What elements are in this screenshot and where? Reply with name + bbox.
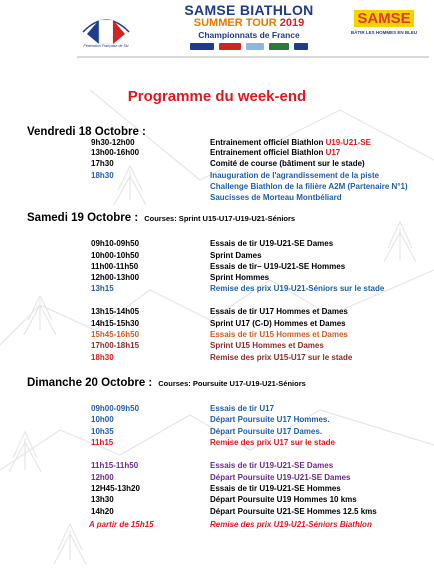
event-subtitle [159, 17, 339, 29]
saturday-activity: Sprint U17 (C-D) Hommes et Dames [210, 319, 346, 328]
saturday-time: 15h45-16h50 [91, 330, 140, 339]
category-suffix: U19-U21-SE [325, 138, 371, 147]
sunday-activity: Essais de tir U19-U21-SE Dames [210, 461, 334, 470]
header-banner [77, 0, 429, 58]
sunday-time: A partir de 15h15 [89, 520, 154, 529]
saturday-activity: Essais de tir U15 Hommes et Dames [210, 330, 348, 339]
championship-title: Championnats de France [198, 30, 300, 40]
saturday-activity: Remise des prix U15-U17 sur le stade [210, 353, 353, 362]
sunday-activity: Remise des prix U19-U21-Séniors Biathlon [210, 520, 372, 529]
friday-activity: Saucisses de Morteau Montbéliard [210, 193, 342, 202]
saturday-courses: Courses: Sprint U15-U17-U19-U21-Séniors [144, 214, 296, 223]
sunday-activity: Essais de tir U19-U21-SE Hommes [210, 484, 341, 493]
saturday-time: 17h00-18h15 [91, 341, 140, 350]
friday-activity [210, 138, 371, 148]
federation-logo [79, 4, 133, 52]
sunday-activity: Essais de tir U17 [210, 404, 275, 413]
sponsor-logo [269, 43, 289, 50]
activity-text: Entrainement officiel Biathlon [210, 148, 326, 157]
event-year: 2019 [279, 17, 305, 29]
sunday-time: 11h15-11h50 [91, 461, 139, 470]
friday-activity [210, 148, 340, 158]
federation-label: Fédération Française de Ski [83, 44, 129, 48]
friday-time: 17h30 [91, 159, 114, 168]
saturday-activity: Essais de tir U17 Hommes et Dames [210, 307, 348, 316]
saturday-activity: Sprint Hommes [210, 273, 270, 282]
sunday-activity: Départ Poursuite U17 Dames. [210, 427, 323, 436]
friday-activity: Inauguration de l'agrandissement de la piste [210, 171, 380, 180]
saturday-time: 18h30 [91, 353, 114, 362]
saturday-time: 10h00-10h50 [91, 251, 140, 260]
sunday-heading [27, 377, 306, 389]
sunday-activity: Départ Poursuite U19 Hommes 10 kms [210, 495, 357, 504]
activity-text: Entrainement officiel Biathlon [210, 138, 326, 147]
sunday-time: 12h00 [91, 473, 114, 482]
friday-activity: Challenge Biathlon de la filière A2M (Partenaire N°1) [210, 182, 408, 191]
saturday-time: 13h15-14h05 [91, 307, 140, 316]
saturday-time: 14h15-15h30 [91, 319, 140, 328]
saturday-time: 09h10-09h50 [91, 239, 140, 248]
saturday-activity: Remise des prix U19-U21-Séniors sur le stade [210, 284, 385, 293]
sunday-courses: Courses: Poursuite U17-U19-U21-Séniors [158, 379, 306, 388]
sunday-title: Dimanche 20 Octobre : [27, 377, 153, 389]
sponsor-logo [190, 43, 214, 50]
friday-time: 18h30 [91, 171, 114, 180]
sunday-activity: Départ Poursuite U19-U21-SE Dames [210, 473, 351, 482]
sunday-time: 09h00-09h50 [91, 404, 140, 413]
sponsor-logo [294, 43, 308, 50]
samse-tagline: BÂTIR LES HOMMES EN BLEU [350, 30, 418, 35]
saturday-title: Samedi 19 Octobre : [27, 212, 139, 224]
sponsor-logo [246, 43, 264, 50]
sunday-activity: Départ Poursuite U17 Hommes. [210, 415, 330, 424]
saturday-time: 12h00-13h00 [91, 273, 140, 282]
event-title: SAMSE BIATHLON [184, 2, 314, 18]
saturday-time: 11h00-11h50 [91, 262, 139, 271]
program-title: Programme du week-end [127, 88, 307, 105]
friday-time: 13h00-16h00 [91, 148, 140, 157]
saturday-activity: Sprint U15 Hommes et Dames [210, 341, 324, 350]
sunday-time: 11h15 [91, 438, 114, 447]
sunday-time: 10h35 [91, 427, 114, 436]
saturday-heading [27, 212, 295, 224]
sunday-activity: Départ Poursuite U21-SE Hommes 12.5 kms [210, 507, 377, 516]
friday-activity: Comité de course (bâtiment sur le stade) [210, 159, 365, 168]
sunday-time: 12H45-13h20 [91, 484, 140, 493]
saturday-activity: Essais de tir U19-U21-SE Dames [210, 239, 334, 248]
category-suffix: U17 [325, 148, 341, 157]
saturday-time: 13h15 [91, 284, 114, 293]
sunday-time: 14h20 [91, 507, 114, 516]
friday-heading: Vendredi 18 Octobre : [27, 126, 146, 138]
samse-logo [345, 10, 423, 46]
sunday-activity: Remise des prix U17 sur le stade [210, 438, 335, 447]
saturday-activity: Essais de tir– U19-U21-SE Hommes [210, 262, 346, 271]
sponsor-logo [219, 43, 241, 50]
sunday-time: 13h30 [91, 495, 114, 504]
samse-wordmark: SAMSE [354, 10, 413, 27]
event-subtitle-text: SUMMER TOUR [193, 17, 277, 29]
sponsor-logos [159, 43, 339, 52]
sunday-time: 10h00 [91, 415, 114, 424]
saturday-activity: Sprint Dames [210, 251, 262, 260]
friday-time: 9h30-12h00 [91, 138, 135, 147]
